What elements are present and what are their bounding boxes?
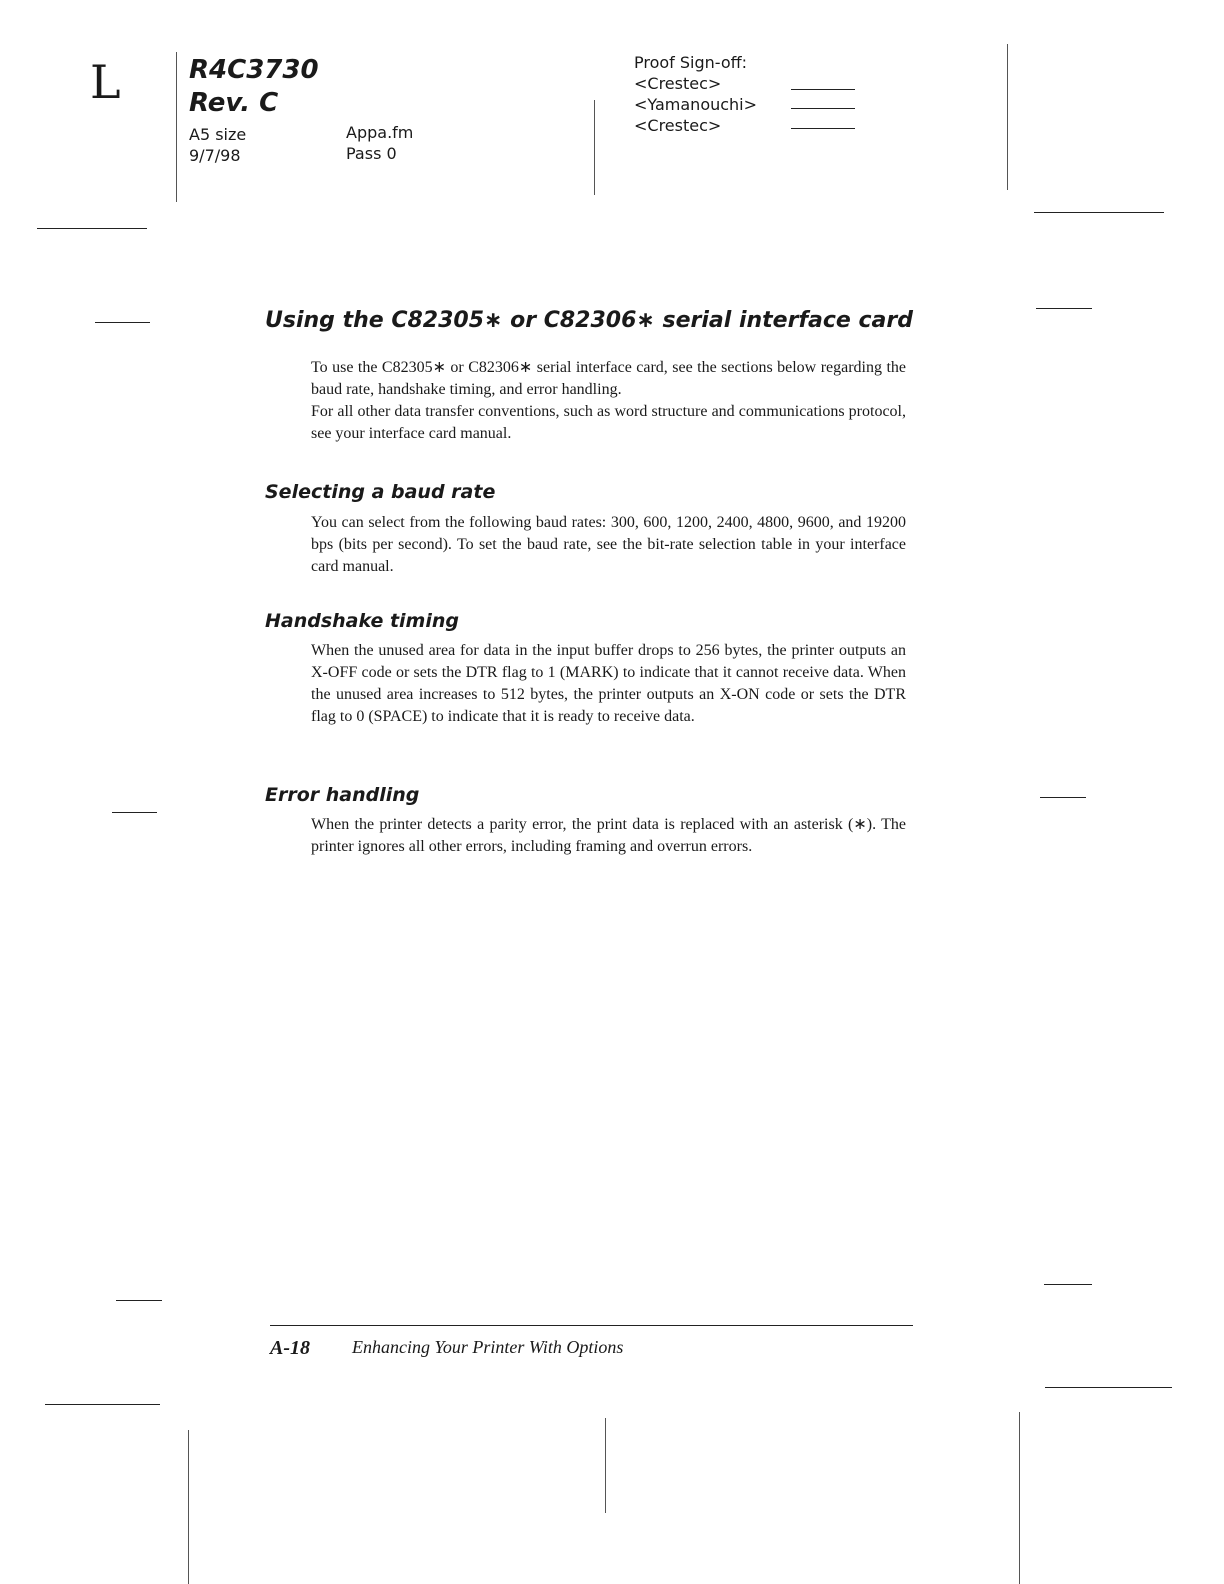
section-text-baud-rate: You can select from the following baud rates: 300, 600, 1200, 2400, 4800, 9600, and 19200 bps (bits per second). To set the baud rate, see the bit-rate selection table in your interface card manual.	[311, 514, 906, 575]
chapter-title: Enhancing Your Printer With Options	[352, 1337, 624, 1357]
section-heading-handshake: Handshake timing	[265, 610, 459, 632]
section-heading-error: Error handling	[265, 784, 420, 806]
signoff-crestec-1: <Crestec>	[634, 74, 722, 93]
crop-mark	[1044, 1284, 1092, 1285]
corner-letter: L	[90, 55, 121, 109]
footer-rule	[270, 1325, 913, 1326]
proof-signoff	[634, 52, 757, 136]
intro-paragraph-1: To use the C82305∗ or C82306∗ serial interface card, see the sections below regarding the baud rate, handshake timing, and error handling.	[311, 359, 906, 398]
intro-paragraph-2: For all other data transfer conventions, such as word structure and communications protocol, see your interface card manual.	[311, 403, 906, 442]
signoff-line	[791, 128, 855, 129]
crop-mark	[95, 322, 150, 323]
crop-mark	[1019, 1412, 1020, 1584]
page-size: A5 size	[189, 125, 247, 144]
crop-mark	[112, 812, 157, 813]
revision: Rev. C	[189, 88, 279, 118]
crop-mark	[45, 1404, 160, 1405]
crop-mark	[594, 100, 595, 195]
pass-number: Pass 0	[346, 144, 397, 163]
crop-mark	[188, 1430, 189, 1584]
file-name: Appa.fm	[346, 123, 414, 142]
page-title: Using the C82305∗ or C82306∗ serial interface card	[265, 308, 913, 333]
section-text-error: When the printer detects a parity error, the print data is replaced with an asterisk (∗). The printer ignores all other errors, including framing and overrun errors.	[311, 816, 906, 855]
crop-mark	[605, 1418, 606, 1513]
signoff-line	[791, 108, 855, 109]
crop-mark	[1045, 1387, 1172, 1388]
crop-mark	[116, 1300, 162, 1301]
section-text-handshake: When the unused area for data in the input buffer drops to 256 bytes, the printer outputs an X-OFF code or sets the DTR flag to 1 (MARK) to indicate that it cannot receive data. When the unused area increases to 512 bytes, the printer outputs an X-ON code or sets the DTR flag to 0 (SPACE) to indicate that it is ready to receive data.	[311, 642, 906, 725]
crop-mark	[1007, 44, 1008, 190]
signoff-line	[791, 89, 855, 90]
section-heading-baud-rate: Selecting a baud rate	[265, 481, 496, 503]
signoff-crestec-2: <Crestec>	[634, 116, 722, 135]
proof-label: Proof Sign-off:	[634, 53, 748, 72]
crop-mark	[176, 52, 177, 202]
doc-date: 9/7/98	[189, 146, 241, 165]
crop-mark	[1034, 212, 1164, 213]
crop-mark	[1040, 797, 1086, 798]
page-number: A-18	[270, 1337, 310, 1359]
crop-mark	[1036, 308, 1092, 309]
doc-code: R4C3730	[189, 55, 319, 85]
signoff-yamanouchi: <Yamanouchi>	[634, 95, 758, 114]
crop-mark	[37, 228, 147, 229]
